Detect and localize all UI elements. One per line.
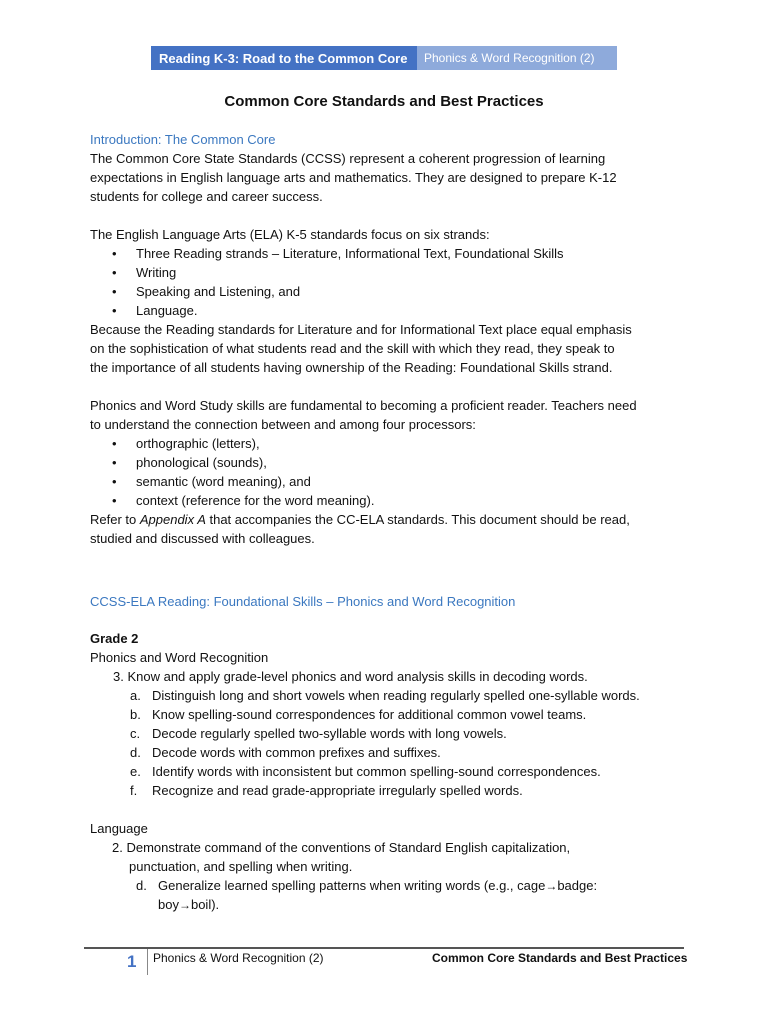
arrow-right-icon: → bbox=[545, 879, 558, 893]
footer-section-title: Phonics & Word Recognition (2) bbox=[153, 951, 324, 965]
phonics-paragraph-line: to understand the connection between and among four processors: bbox=[90, 417, 476, 432]
intro-paragraph-line: students for college and career success. bbox=[90, 189, 323, 204]
footer-divider bbox=[84, 947, 684, 949]
standard-item: b. Know spelling-sound correspondences for additional common vowel teams. bbox=[130, 707, 587, 722]
language-standard-line: punctuation, and spelling when writing. bbox=[129, 859, 353, 874]
strand-list-item: • Writing bbox=[90, 263, 690, 282]
strands-intro: The English Language Arts (ELA) K-5 standards focus on six strands: bbox=[90, 227, 490, 242]
grade-section bbox=[90, 629, 690, 800]
because-paragraph-line: Because the Reading standards for Literature and for Informational Text place equal emphasis bbox=[90, 322, 632, 337]
processor-list-item: • semantic (word meaning), and bbox=[90, 472, 690, 491]
because-paragraph-line: the importance of all students having ownership of the Reading: Foundational Skills strand. bbox=[90, 360, 613, 375]
strand-list-item: • Three Reading strands – Literature, Informational Text, Foundational Skills bbox=[90, 244, 690, 263]
header-course-title: Reading K-3: Road to the Common Core bbox=[151, 46, 417, 70]
standard-item: e. Identify words with inconsistent but common spelling-sound correspondences. bbox=[130, 764, 601, 779]
standard-3: 3. Know and apply grade-level phonics and word analysis skills in decoding words. bbox=[113, 669, 588, 684]
language-item-d: d. Generalize learned spelling patterns when writing words (e.g., cage→badge: bbox=[136, 878, 598, 893]
language-section bbox=[90, 819, 690, 914]
processor-list-item: • orthographic (letters), bbox=[90, 434, 690, 453]
strand-list-item: • Speaking and Listening, and bbox=[90, 282, 690, 301]
standard-item: a. Distinguish long and short vowels when reading regularly spelled one-syllable words. bbox=[130, 688, 640, 703]
refer-line: Refer to Appendix A that accompanies the CC-ELA standards. This document should be read, bbox=[90, 512, 630, 527]
because-paragraph-line: on the sophistication of what students read and the skill with which they read, they speak to bbox=[90, 341, 615, 356]
page-number: 1 bbox=[127, 952, 137, 971]
arrow-right-icon: → bbox=[178, 898, 191, 912]
phonics-sub-heading: Phonics and Word Recognition bbox=[90, 650, 269, 665]
footer-document-title: Common Core Standards and Best Practices bbox=[432, 951, 688, 965]
processor-list-item: • phonological (sounds), bbox=[90, 453, 690, 472]
strand-list-item: • Language. bbox=[90, 301, 690, 320]
language-heading: Language bbox=[90, 821, 148, 836]
processor-list-item: • context (reference for the word meaning). bbox=[90, 491, 690, 510]
standard-item: d. Decode words with common prefixes and suffixes. bbox=[130, 745, 441, 760]
standard-item: c. Decode regularly spelled two-syllable words with long vowels. bbox=[130, 726, 507, 741]
refer-line-2: studied and discussed with colleagues. bbox=[90, 531, 315, 546]
intro-paragraph-line: expectations in English language arts and mathematics. They are designed to prepare K-12 bbox=[90, 170, 617, 185]
grade-heading: Grade 2 bbox=[90, 631, 139, 646]
intro-paragraph-line: The Common Core State Standards (CCSS) represent a coherent progression of learning bbox=[90, 151, 606, 166]
phonics-paragraph-line: Phonics and Word Study skills are fundamental to becoming a proficient reader. Teachers need bbox=[90, 398, 637, 413]
header-section-title: Phonics & Word Recognition (2) bbox=[417, 46, 617, 70]
foundational-heading: CCSS-ELA Reading: Foundational Skills – Phonics and Word Recognition bbox=[90, 594, 516, 609]
intro-heading: Introduction: The Common Core bbox=[90, 132, 276, 147]
language-standard-line: 2. Demonstrate command of the conventions of Standard English capitalization, bbox=[112, 840, 571, 855]
intro-section bbox=[90, 130, 690, 548]
language-item-d-line2: boy→boil). bbox=[158, 897, 220, 912]
appendix-reference: Appendix A bbox=[139, 512, 206, 527]
footer-vertical-divider bbox=[147, 949, 148, 975]
page-title: Common Core Standards and Best Practices bbox=[224, 93, 544, 110]
standard-item: f. Recognize and read grade-appropriate irregularly spelled words. bbox=[130, 783, 523, 798]
